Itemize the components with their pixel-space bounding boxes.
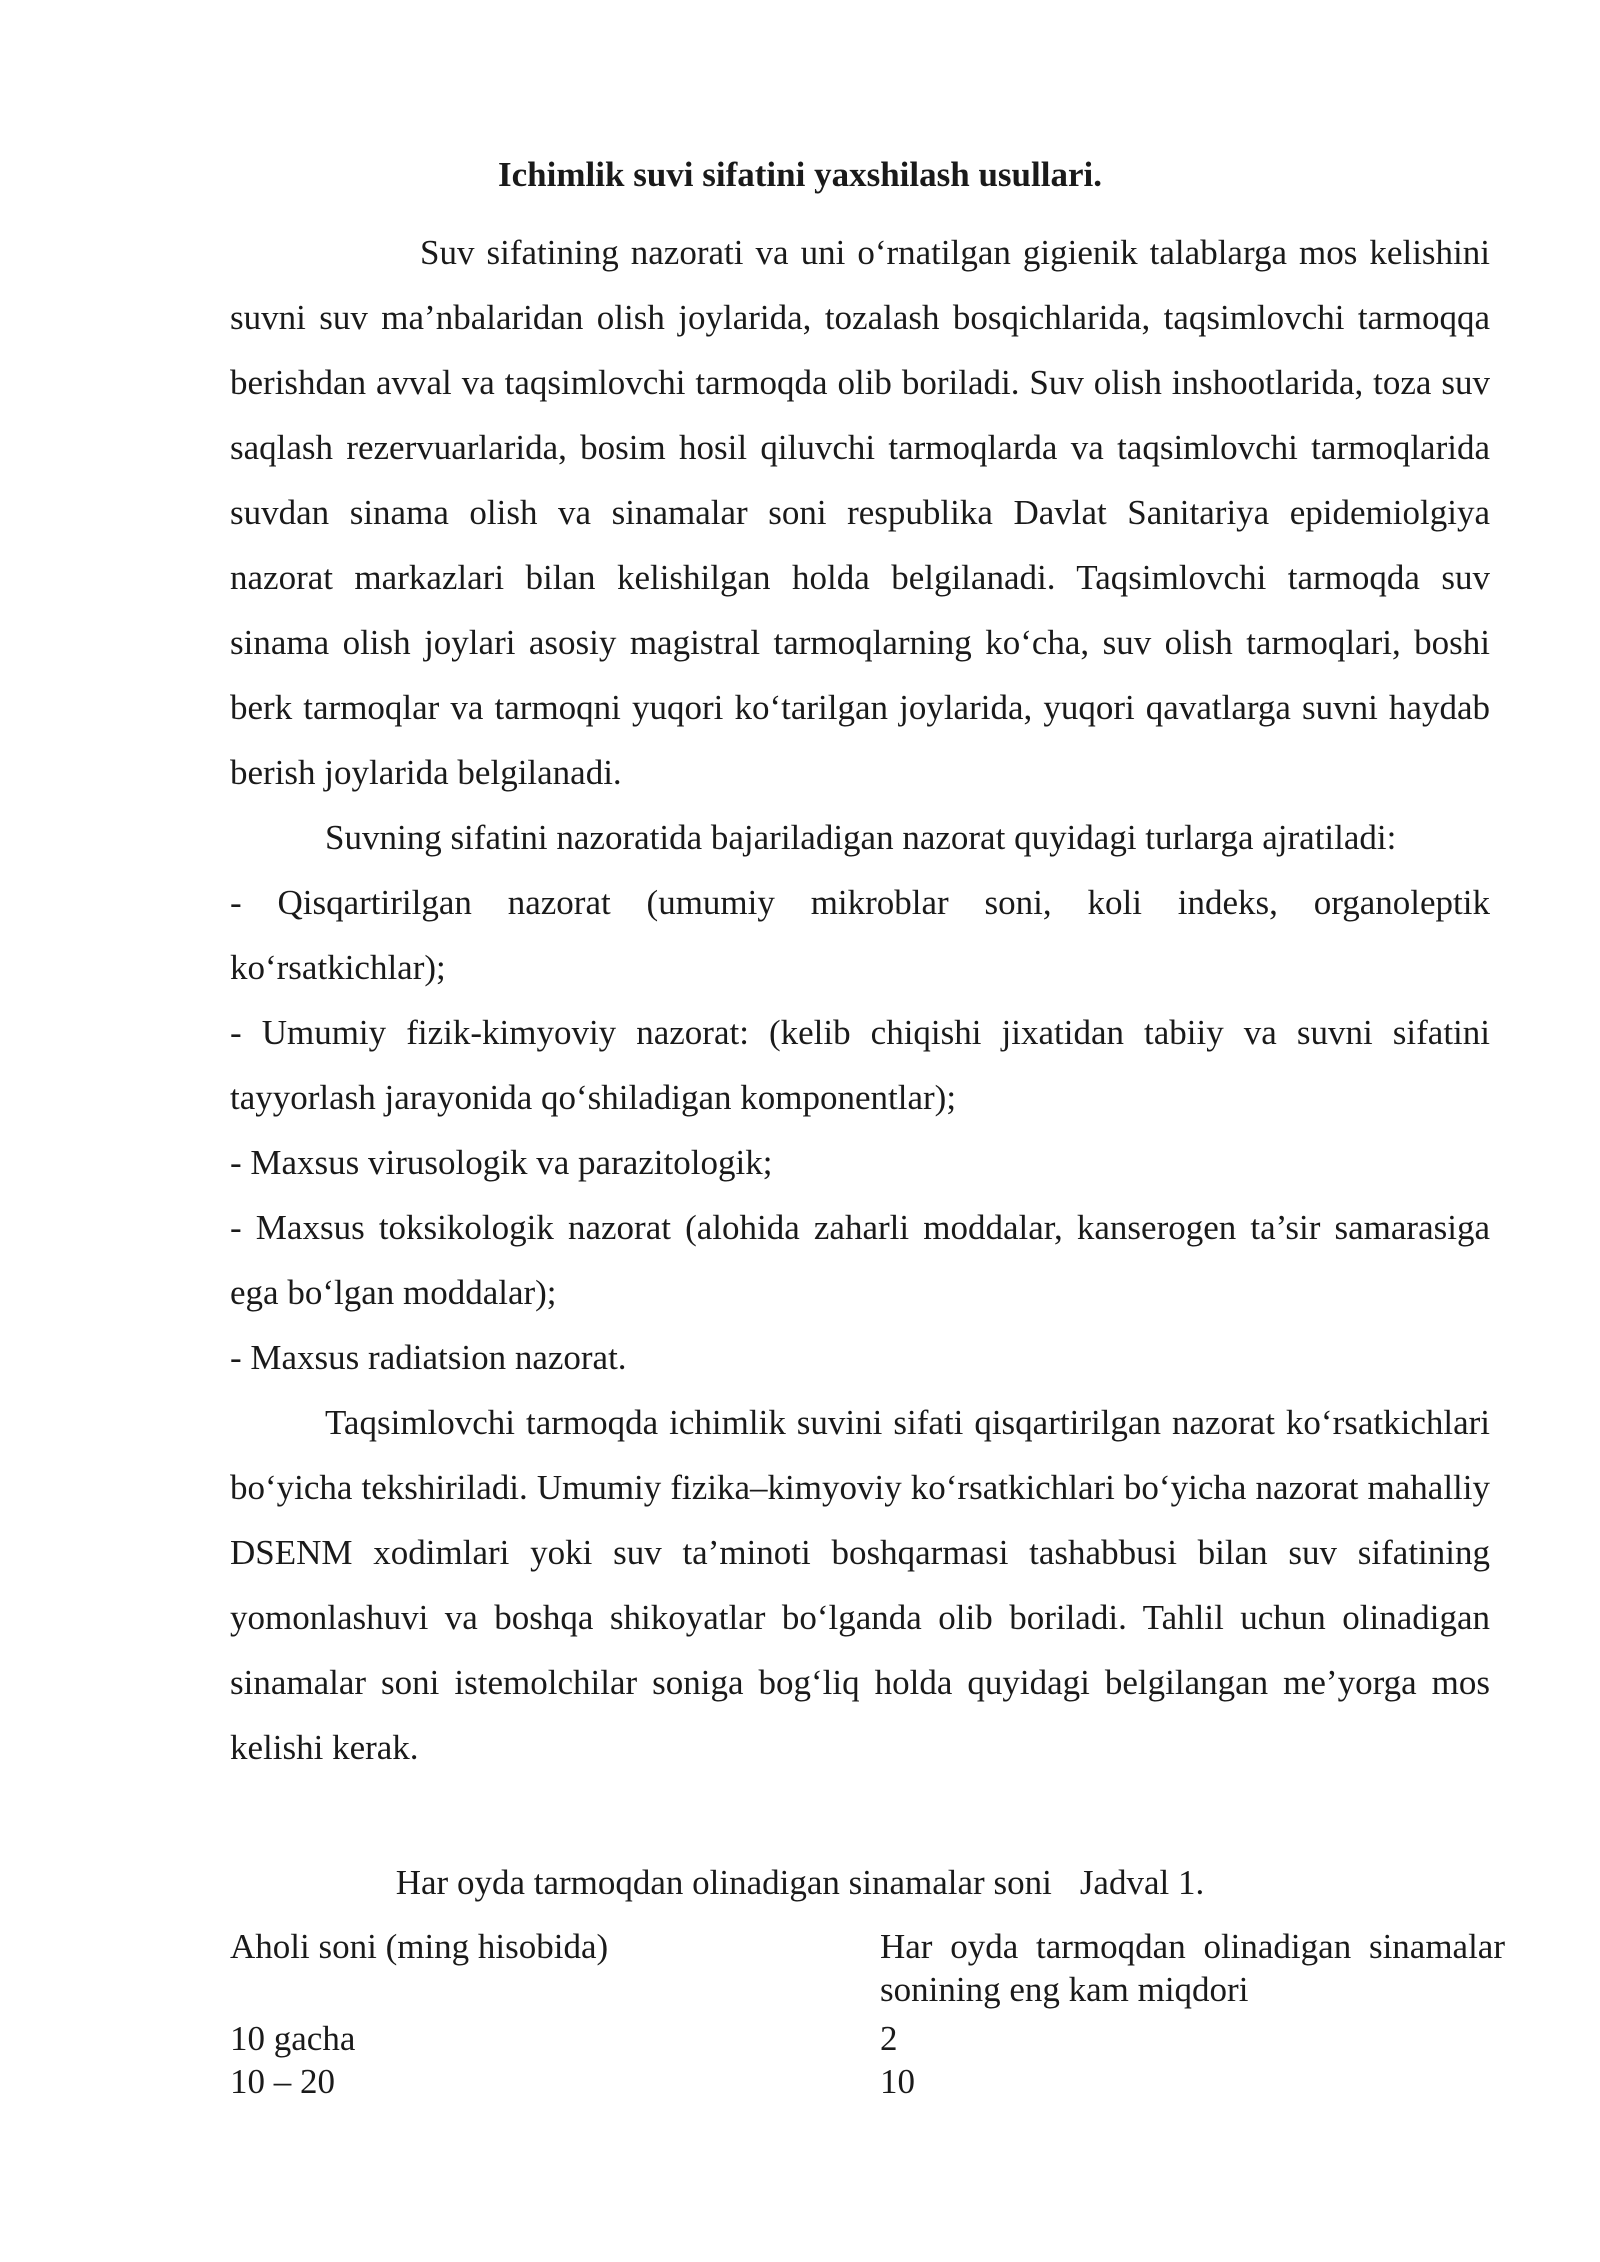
list-item: - Maxsus toksikologik nazorat (alohida zaharli moddalar, kanserogen ta’sir samarasiga ega bo‘lgan moddalar); <box>230 1208 1490 1312</box>
document-body <box>230 220 1490 1780</box>
list-item: - Maxsus virusologik va parazitologik; <box>230 1143 773 1182</box>
table-cell: 10 <box>880 2062 915 2101</box>
paragraph-1: Suv sifatining nazorati va uni o‘rnatilgan gigienik talablarga mos kelishini suvni suv ma’nbalaridan olish joylarida, tozalash bosqichlarida, taqsimlovchi tarmoqqa berishdan avval va taqsimlovchi tarmoqda olib boriladi. Suv olish inshootlarida, toza suv saqlash rezervuarlarida, bosim hosil qiluvchi tarmoqlarda va taqsimlovchi tarmoqlarida suvdan sinama olish va sinamalar soni respublika Davlat Sanitariya epidemiolgiya nazorat markazlari bilan kelishilgan holda belgilanadi. Taqsimlovchi tarmoqda suv sinama olish joylari asosiy magistral tarmoqlarning ko‘cha, suv olish tarmoqlari, boshi berk tarmoqlar va tarmoqni yuqori ko‘tarilgan joylarida, yuqori qavatlarga suvni haydab berish joylarida belgilanadi. <box>230 233 1490 792</box>
table-caption <box>0 1850 1600 1915</box>
data-table <box>230 1925 1505 2103</box>
table-row <box>230 2060 1505 2103</box>
table-number: Jadval 1. <box>1079 1863 1205 1902</box>
table-header-row <box>230 1925 1505 2011</box>
paragraph-3: Taqsimlovchi tarmoqda ichimlik suvini sifati qisqartirilgan nazorat ko‘rsatkichlari bo‘yicha tekshiriladi. Umumiy fizika–kimyoviy ko‘rsatkichlari bo‘yicha nazorat mahalliy DSENM xodimlari yoki suv ta’minoti boshqarmasi tashabbusi bilan suv sifatining yomonlashuvi va boshqa shikoyatlar bo‘lganda olib boriladi. Tahlil uchun olinadigan sinamalar soni istemolchilar soniga bog‘liq holda quyidagi belgilangan me’yorga mos kelishi kerak. <box>230 1403 1490 1767</box>
table-header-cell: Har oyda tarmoqdan olinadigan sinamalar sonining eng kam miqdori <box>880 1927 1505 2009</box>
document-title: Ichimlik suvi sifatini yaxshilash usullari. <box>498 155 1102 194</box>
paragraph-2: Suvning sifatini nazoratida bajariladigan nazorat quyidagi turlarga ajratiladi: <box>325 818 1397 857</box>
table-cell: 2 <box>880 2019 898 2058</box>
table-row <box>230 2017 1505 2060</box>
table-cell: 10 gacha <box>230 2019 356 2058</box>
list-item: - Qisqartirilgan nazorat (umumiy mikroblar soni, koli indeks, organoleptik ko‘rsatkichlar); <box>230 883 1490 987</box>
list-item: - Maxsus radiatsion nazorat. <box>230 1338 627 1377</box>
table-cell: 10 – 20 <box>230 2062 335 2101</box>
table-caption-text: Har oyda tarmoqdan olinadigan sinamalar soni <box>395 1863 1052 1902</box>
list-item: - Umumiy fizik-kimyoviy nazorat: (kelib chiqishi jixatidan tabiiy va suvni sifatini tayyorlash jarayonida qo‘shiladigan komponentlar); <box>230 1013 1490 1117</box>
table-header-cell: Aholi soni (ming hisobida) <box>230 1927 609 1966</box>
